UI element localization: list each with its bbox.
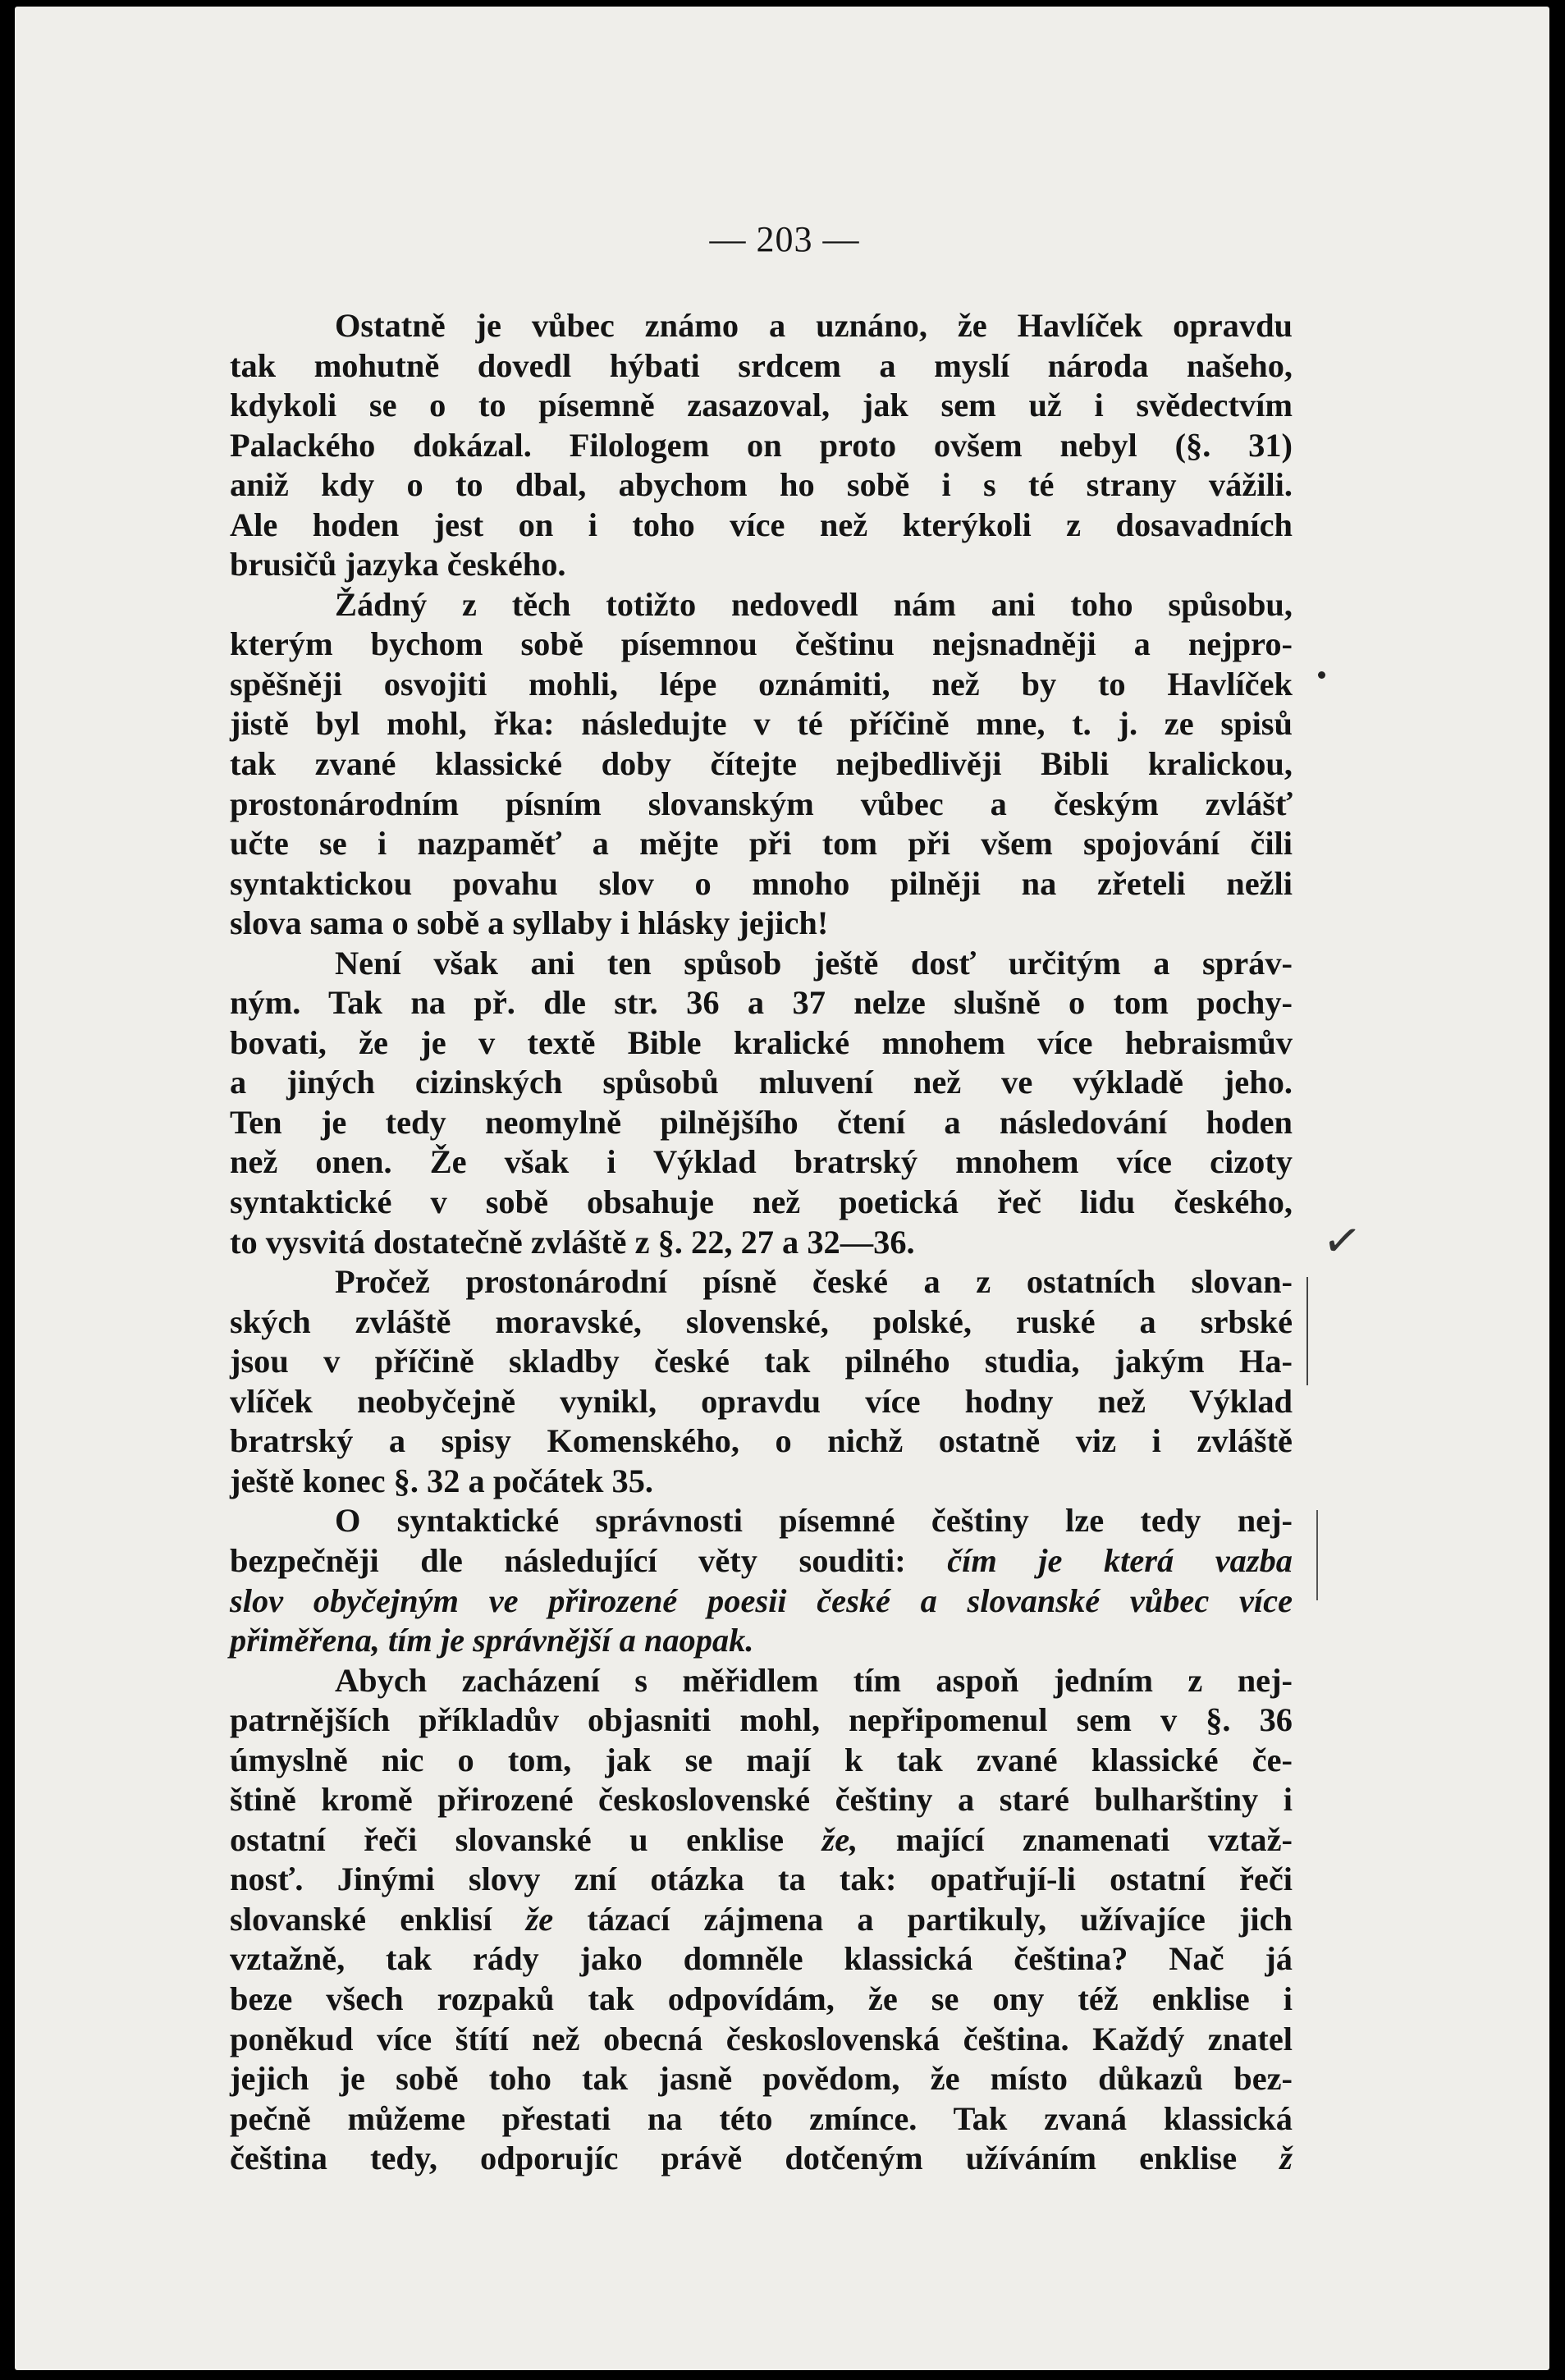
- text-line-main: Není však ani ten spůsob ještě dosť určitým a správ-: [335, 944, 1293, 982]
- text-line: [230, 1780, 1293, 1820]
- text-line: [230, 346, 1293, 387]
- text-line-main: O syntaktické správnosti písemné češtiny lze tedy nej-: [335, 1502, 1293, 1540]
- text-line-main: než onen. Že však i Výklad bratrský mnohem více cizoty: [230, 1143, 1293, 1181]
- page-number: — 203 —: [709, 219, 860, 259]
- text-line: [230, 744, 1293, 785]
- text-line-italic: že,: [821, 1820, 858, 1858]
- text-line-main: kterým bychom sobě písemnou češtinu nejsnadněji a nejpro-: [230, 625, 1293, 663]
- text-line: [230, 1382, 1293, 1422]
- text-line-main: bezpečněji dle následující věty souditi:: [230, 1541, 906, 1579]
- text-line-main: ských zvláště moravské, slovenské, polské, ruské a srbské: [230, 1302, 1293, 1340]
- text-line-italic: ž: [1279, 2140, 1293, 2177]
- text-line: [230, 1302, 1293, 1343]
- text-line: [230, 1223, 1293, 1263]
- text-line: [230, 1700, 1293, 1741]
- text-line: [230, 665, 1293, 705]
- text-line-main: vztažně, tak rády jako domněle klassická čeština? Nač já: [230, 1940, 1293, 1978]
- text-line-main: vlíček neobyčejně vynikl, opravdu více hodny než Výklad: [230, 1382, 1293, 1420]
- text-line-main: Ale hoden jest on i toho více než kterýkoli z dosavadních: [230, 506, 1293, 543]
- text-line-main: syntaktické v sobě obsahuje než poetická řeč lidu českého,: [230, 1183, 1293, 1221]
- text-line-main: tak zvané klassické doby čítejte nejbedlivěji Bibli kralickou,: [230, 745, 1293, 783]
- margin-check-mark: ✓: [1319, 1214, 1365, 1270]
- text-line: [230, 506, 1293, 546]
- text-line: [230, 1661, 1293, 1701]
- text-line-main: ným. Tak na př. dle str. 36 a 37 nelze slušně o tom pochy-: [230, 984, 1293, 1022]
- text-line-main: ostatní řeči slovanské u enklise: [230, 1820, 785, 1858]
- text-line-main: úmyslně nic o tom, jak se mají k tak zvané klassické če-: [230, 1741, 1293, 1778]
- text-line: [230, 944, 1293, 984]
- text-line-italic: slov obyčejným ve přirozené poesii české a slovanské vůbec více: [230, 1581, 1293, 1619]
- text-line-italic: přiměřena, tím je správnější a naopak.: [230, 1622, 754, 1659]
- text-line: [230, 585, 1293, 625]
- margin-dot: [1318, 671, 1325, 679]
- margin-bracket-line: [1306, 1277, 1308, 1385]
- text-line-main: štině kromě přirozené československé češtiny a staré bulharštiny i: [230, 1781, 1293, 1819]
- text-line-main: Palackého dokázal. Filologem on proto ovšem nebyl (§. 31): [230, 426, 1293, 464]
- text-line: [230, 306, 1293, 346]
- text-line: [230, 1820, 1293, 1861]
- text-line-main: Abych zacházení s měřidlem tím aspoň jedním z nej-: [335, 1661, 1293, 1699]
- text-line-main: syntaktickou povahu slov o mnoho pilněji na zřeteli nežli: [230, 864, 1293, 902]
- text-line: [230, 426, 1293, 466]
- text-line-main: ještě konec §. 32 a počátek 35.: [230, 1462, 654, 1499]
- text-line-main: Žádný z těch totižto nedovedl nám ani toho spůsobu,: [335, 585, 1293, 623]
- text-line: [230, 1421, 1293, 1462]
- text-line: [230, 1462, 1293, 1502]
- text-line-main: jsou v příčině skladby české tak pilného studia, jakým Ha-: [230, 1343, 1293, 1380]
- text-line-main: kdykoli se o to písemně zasazoval, jak sem už i svědectvím: [230, 387, 1293, 424]
- text-line-main: to vysvitá dostatečně zvláště z §. 22, 27 a 32—36.: [230, 1223, 915, 1261]
- text-line: [230, 1103, 1293, 1143]
- text-line: [230, 704, 1293, 744]
- text-line-main: prostonárodním písním slovanským vůbec a českým zvlášť: [230, 785, 1293, 822]
- text-line: [230, 2099, 1293, 2140]
- text-line: [230, 1860, 1293, 1900]
- text-line-main: Ten je tedy neomylně pilnějšího čtení a následování hoden: [230, 1103, 1293, 1141]
- text-line-main: bratrský a spisy Komenského, o nichž ostatně viz i zvláště: [230, 1422, 1293, 1460]
- text-line: [230, 864, 1293, 904]
- text-line-tail: mající znamenati vztaž-: [895, 1820, 1293, 1858]
- body-text: [230, 306, 1293, 2179]
- text-line-main: brusičů jazyka českého.: [230, 546, 566, 584]
- text-line: [230, 2059, 1293, 2099]
- text-line-main: Pročež prostonárodní písně české a z ostatních slovan-: [335, 1263, 1293, 1301]
- text-line-main: jejich je sobě toho tak jasně povědom, že místo důkazů bez-: [230, 2060, 1293, 2098]
- text-line: [230, 625, 1293, 665]
- text-line-main: čeština tedy, odporujíc právě dotčeným užíváním enklise: [230, 2140, 1238, 2177]
- text-line: [230, 1501, 1293, 1541]
- text-line-main: slova sama o sobě a syllaby i hlásky jejich!: [230, 904, 829, 942]
- text-line-italic: čím je která vazba: [947, 1541, 1293, 1579]
- text-line-main: tak mohutně dovedl hýbati srdcem a myslí národa našeho,: [230, 346, 1293, 384]
- text-line: [230, 983, 1293, 1023]
- text-line-tail: tázací zájmena a partikuly, užívajíce jich: [587, 1900, 1293, 1938]
- text-line-main: nosť. Jinými slovy zní otázka ta tak: opatřují-li ostatní řeči: [230, 1861, 1293, 1898]
- text-line: [230, 1262, 1293, 1302]
- text-line: [230, 1063, 1293, 1103]
- text-line: [230, 1939, 1293, 1980]
- text-line: [230, 2020, 1293, 2060]
- text-line-main: slovanské enklisí: [230, 1900, 492, 1938]
- text-line: [230, 386, 1293, 426]
- text-line: [230, 2139, 1293, 2179]
- text-line: [230, 904, 1293, 944]
- text-line: [230, 1541, 1293, 1581]
- book-page: [15, 7, 1549, 2370]
- text-line-main: učte se i nazpaměť a mějte při tom při všem spojování čili: [230, 825, 1293, 863]
- text-line-main: spěšněji osvojiti mohli, lépe oznámiti, než by to Havlíček: [230, 665, 1293, 703]
- text-line-main: aniž kdy o to dbal, abychom ho sobě i s té strany vážili.: [230, 466, 1293, 504]
- text-line-main: Ostatně je vůbec známo a uznáno, že Havlíček opravdu: [335, 307, 1293, 344]
- text-line-main: beze všech rozpaků tak odpovídám, že se ony též enklise i: [230, 1980, 1293, 2017]
- text-line: [230, 1900, 1293, 1940]
- text-line: [230, 545, 1293, 585]
- text-line: [230, 1581, 1293, 1622]
- text-line-main: a jiných cizinských spůsobů mluvení než ve výkladě jeho.: [230, 1064, 1293, 1101]
- text-line: [230, 785, 1293, 825]
- text-line: [230, 465, 1293, 506]
- text-line: [230, 1183, 1293, 1223]
- text-line: [230, 1741, 1293, 1781]
- text-line-main: poněkud více štítí než obecná československá čeština. Každý znatel: [230, 2020, 1293, 2057]
- text-line: [230, 1142, 1293, 1183]
- margin-bracket-line-2: [1316, 1510, 1318, 1600]
- text-line: [230, 1023, 1293, 1064]
- text-line-italic: že: [525, 1900, 554, 1938]
- text-line-main: bovati, že je v textě Bible kralické mnohem více hebraismův: [230, 1023, 1293, 1061]
- text-line: [230, 1980, 1293, 2020]
- text-line: [230, 1342, 1293, 1382]
- text-line: [230, 1621, 1293, 1661]
- text-line-main: patrnějších příkladův objasniti mohl, nepřipomenul sem v §. 36: [230, 1701, 1293, 1739]
- text-line: [230, 824, 1293, 864]
- text-line-main: pečně můžeme přestati na této zmínce. Tak zvaná klassická: [230, 2099, 1293, 2137]
- text-line-main: jistě byl mohl, řka: následujte v té příčině mne, t. j. ze spisů: [230, 705, 1293, 743]
